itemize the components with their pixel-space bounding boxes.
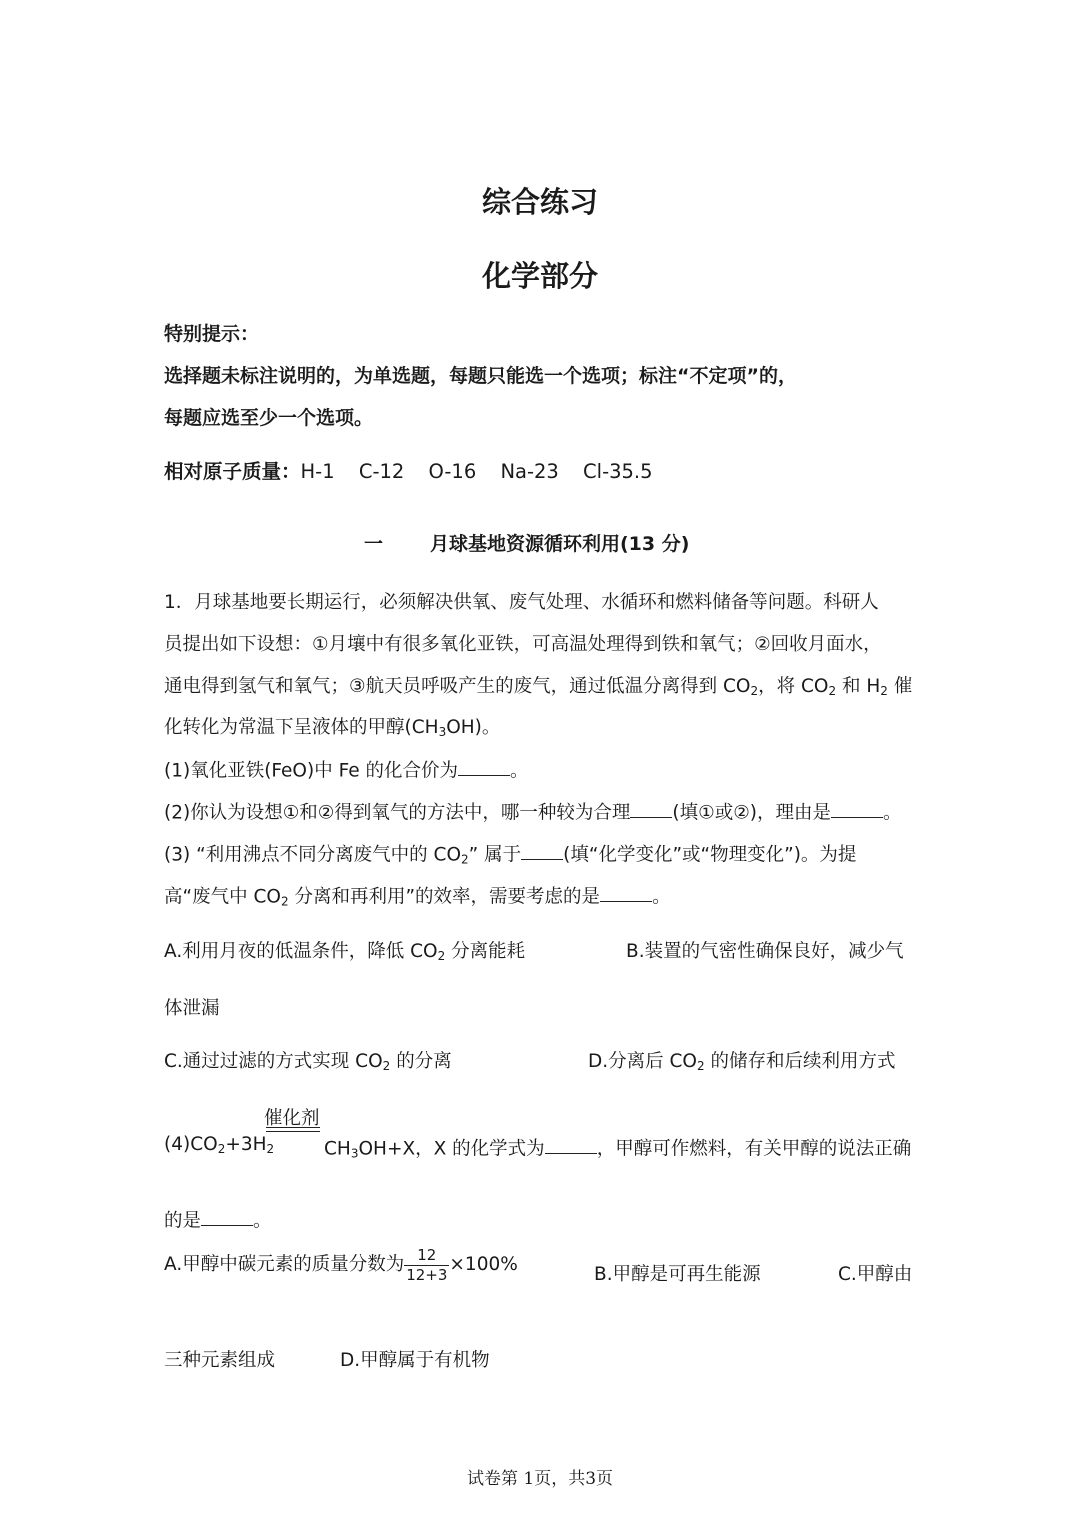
option-3b-continued: 体泄漏 xyxy=(164,998,220,1019)
page-subtitle: 化学部分 xyxy=(481,259,598,293)
notice-line-2: 每题应选至少一个选项。 xyxy=(164,407,374,429)
answer-blank[interactable] xyxy=(521,840,563,860)
page-title: 综合练习 xyxy=(481,185,598,219)
option-3a: A.利用月夜的低温条件，降低 $CO_2$ 分离能耗 xyxy=(164,941,526,963)
atomic-mass-item: C-12 xyxy=(358,460,405,483)
option-4b: B.甲醇是可再生能源 xyxy=(594,1264,761,1285)
option-4d: D.甲醇属于有机物 xyxy=(340,1350,490,1371)
answer-blank[interactable] xyxy=(831,798,883,818)
notice-line-1: 选择题未标注说明的，为单选题，每题只能选一个选项；标注“不定项”的， xyxy=(164,365,797,387)
section-title: 月球基地资源循环利用(13 分) xyxy=(430,533,690,555)
atomic-mass-line xyxy=(164,456,653,484)
page-footer: 试卷第 1页，共3页 xyxy=(466,1469,614,1489)
answer-blank[interactable] xyxy=(201,1206,253,1226)
atomic-mass-label: 相对原子质量： xyxy=(164,460,301,483)
part-4-reactants: $(4)CO_2+3H_2$ xyxy=(164,1134,275,1156)
question-intro-line-3: 通电得到氢气和氧气；③航天员呼吸产生的废气，通过低温分离得到 $CO_2$，将 $CO_2$ 和 $H_2$ 催 xyxy=(164,676,913,698)
answer-blank[interactable] xyxy=(458,756,510,776)
question-intro-line-2: 员提出如下设想：①月壤中有很多氧化亚铁，可高温处理得到铁和氧气；②回收月面水， xyxy=(164,634,882,655)
option-4c: C.甲醇由 xyxy=(838,1264,913,1285)
question-intro-line-1: 1．月球基地要长期运行，必须解决供氧、废气处理、水循环和燃料储备等问题。科研人 xyxy=(164,592,879,613)
option-3b: B.装置的气密性确保良好，减少气 xyxy=(626,941,904,962)
part-4-line-2: 的是 。 xyxy=(164,1206,272,1232)
atomic-mass-item: H-1 xyxy=(300,460,335,483)
option-4a: A.甲醇中碳元素的质量分数为 $\frac{12}{12+3}$ ×100% xyxy=(164,1245,518,1284)
atomic-mass-item: O-16 xyxy=(428,460,477,483)
part-4-products: $CH_3OH+X$，X 的化学式为 ，甲醇可作燃料，有关甲醇的说法正确 xyxy=(324,1134,911,1160)
answer-blank[interactable] xyxy=(545,1134,597,1154)
question-intro-line-4: 化转化为常温下呈液体的甲醇$(CH_3OH)$。 xyxy=(164,717,501,739)
part-1: (1)氧化亚铁(FeO)中 Fe 的化合价为 。 xyxy=(164,756,529,782)
part-3-line-1: (3) “利用沸点不同分离废气中的 $CO_2$” 属于 (填“化学变化”或“物理变化”)。为提 xyxy=(164,840,856,866)
part-2: (2)你认为设想①和②得到氧气的方法中，哪一种较为合理 (填①或②)，理由是 。 xyxy=(164,798,902,824)
catalyst-label: 催化剂 xyxy=(264,1108,320,1129)
reaction-arrow-line xyxy=(266,1127,320,1128)
notice-label: 特别提示： xyxy=(164,323,260,345)
atomic-mass-item: Na-23 xyxy=(500,460,559,483)
section-number: 一 xyxy=(364,533,384,555)
atomic-mass-item: Cl-35.5 xyxy=(583,460,653,483)
answer-blank[interactable] xyxy=(630,798,672,818)
option-4c-continued: 三种元素组成 xyxy=(164,1350,276,1371)
mass-fraction: $\frac{12}{12+3}$ xyxy=(406,1245,448,1284)
reaction-arrow-line xyxy=(266,1131,320,1132)
answer-blank[interactable] xyxy=(600,882,652,902)
option-3c: C.通过过滤的方式实现 $CO_2$ 的分离 xyxy=(164,1051,452,1073)
option-3d: D.分离后 $CO_2$ 的储存和后续利用方式 xyxy=(588,1051,896,1073)
part-3-line-2: 高“废气中 $CO_2$ 分离和再利用”的效率，需要考虑的是 。 xyxy=(164,882,671,908)
